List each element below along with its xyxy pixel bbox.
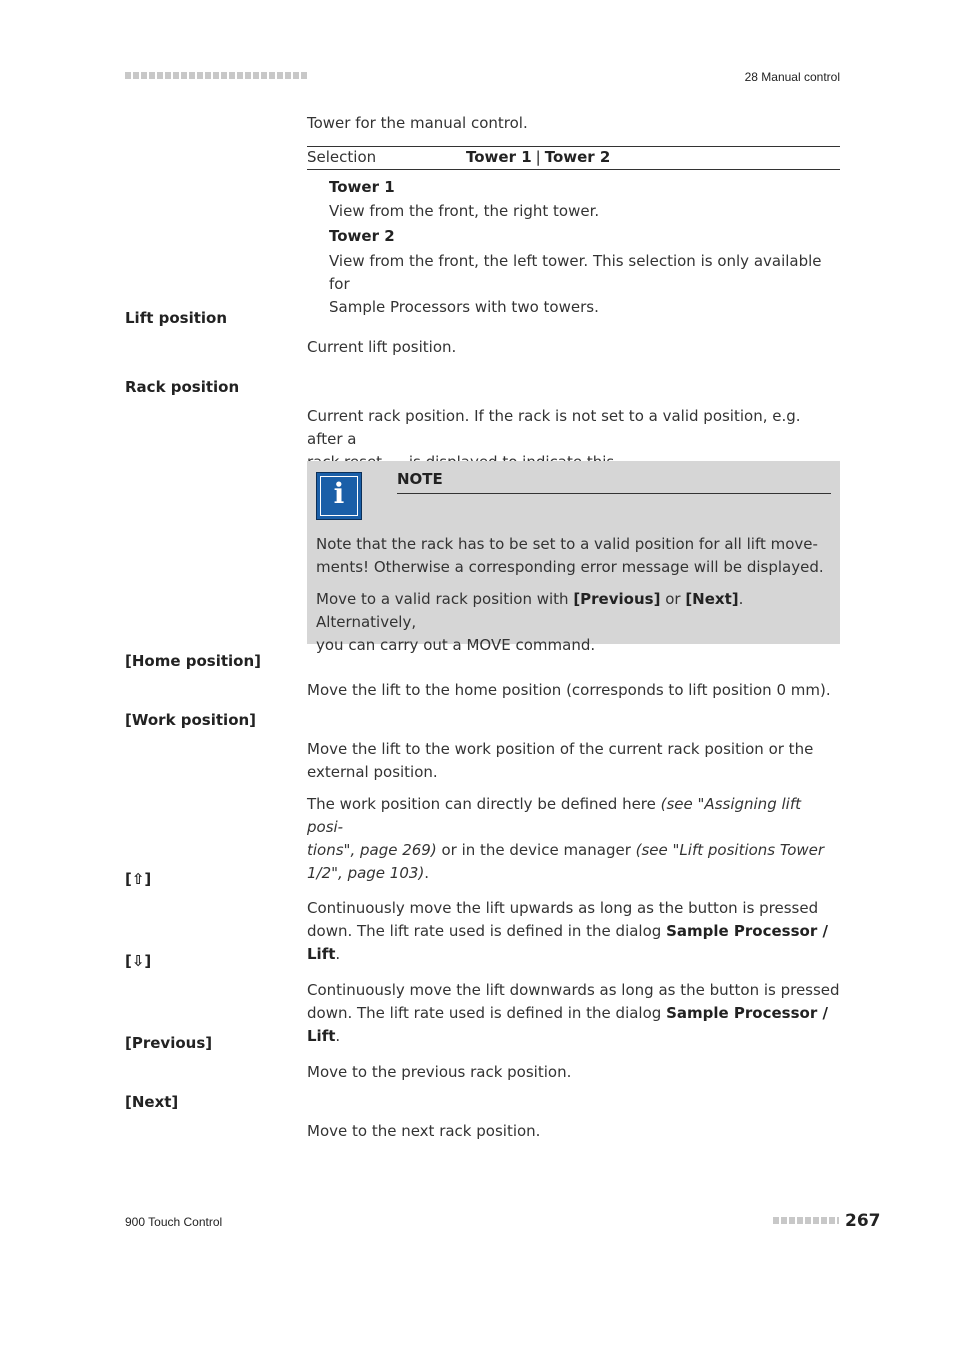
cross-reference-link[interactable]: (see "Assigning lift posi- bbox=[307, 795, 801, 836]
lift-position-heading: Lift position bbox=[125, 309, 228, 327]
work-position-desc-1: Move the lift to the work position of the current rack position or the external position. bbox=[307, 740, 814, 781]
intro-text: Tower for the manual control. bbox=[307, 114, 528, 132]
tower1-desc: View from the front, the right tower. bbox=[329, 202, 600, 220]
tower2-desc-line1: View from the front, the left tower. This selection is only available for bbox=[329, 252, 822, 293]
note-box bbox=[307, 461, 840, 654]
down-button-heading: [⇩] bbox=[125, 952, 152, 970]
note-paragraph-2: Move to a valid rack position with [Previous] or [Next]. Alternatively, you can carry out a MOVE command. bbox=[316, 590, 744, 654]
selection-option-2: Tower 2 bbox=[544, 148, 611, 166]
next-heading: [Next] bbox=[125, 1093, 179, 1111]
product-name: 900 Touch Control bbox=[125, 1215, 223, 1229]
tower2-desc bbox=[329, 250, 844, 319]
previous-heading: [Previous] bbox=[125, 1034, 213, 1052]
header-decoration bbox=[125, 72, 307, 79]
page-number: 267 bbox=[845, 1211, 881, 1231]
selection-values bbox=[466, 148, 610, 166]
rack-position-heading: Rack position bbox=[125, 378, 240, 396]
up-button-heading: [⇧] bbox=[125, 870, 152, 888]
cross-reference-link[interactable]: tions", page 269) bbox=[307, 841, 437, 859]
rack-position-line1: Current rack position. If the rack is not set to a valid position, e.g. after a bbox=[307, 407, 801, 448]
selection-table bbox=[307, 146, 840, 170]
home-position-desc: Move the lift to the home position (corresponds to lift position 0 mm). bbox=[307, 681, 831, 699]
work-position-heading: [Work position] bbox=[125, 711, 257, 729]
selection-option-1: Tower 1 bbox=[466, 148, 532, 166]
cross-reference-link[interactable]: (see "Lift positions Tower bbox=[635, 841, 825, 859]
tower1-title: Tower 1 bbox=[329, 178, 395, 196]
selection-separator: | bbox=[535, 148, 541, 166]
previous-desc: Move to the previous rack position. bbox=[307, 1063, 572, 1081]
tower2-title: Tower 2 bbox=[329, 227, 395, 245]
tower2-desc-line2: Sample Processors with two towers. bbox=[329, 298, 599, 316]
home-position-heading: [Home position] bbox=[125, 652, 262, 670]
chapter-title: 28 Manual control bbox=[744, 70, 840, 84]
footer-decoration bbox=[773, 1217, 839, 1224]
selection-label: Selection bbox=[307, 148, 377, 166]
info-icon: i bbox=[316, 472, 362, 520]
next-desc: Move to the next rack position. bbox=[307, 1122, 541, 1140]
down-button-desc: Continuously move the lift downwards as long as the button is pressed down. The lift rate used is defined in the dialog Sample Processor / Lift. bbox=[307, 981, 840, 1045]
note-title: NOTE bbox=[397, 470, 831, 494]
lift-position-desc: Current lift position. bbox=[307, 338, 457, 356]
up-button-desc: Continuously move the lift upwards as long as the button is pressed down. The lift rate used is defined in the dialog Sample Processor / Lift. bbox=[307, 899, 828, 963]
cross-reference-link[interactable]: 1/2", page 103) bbox=[307, 864, 425, 882]
work-position-desc-2: The work position can directly be defined here (see "Assigning lift posi- tions", page 269) or in the device manager (see "Lift positions Tower 1/2", page 103). bbox=[307, 795, 825, 882]
note-paragraph-1: Note that the rack has to be set to a valid position for all lift move- ments! Otherwise a corresponding error message will be displayed. bbox=[316, 535, 824, 576]
